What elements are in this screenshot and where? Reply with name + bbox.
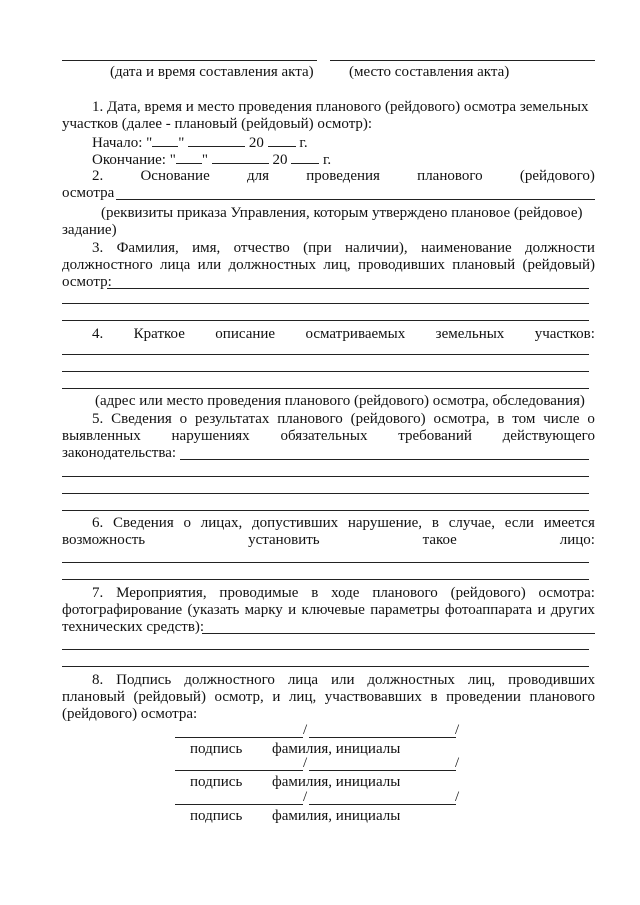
word: планового <box>417 168 483 184</box>
word: Фамилия, <box>116 240 179 256</box>
start-month-blank <box>188 133 245 147</box>
word: должностных <box>228 257 316 273</box>
s5-line1 <box>92 411 595 428</box>
date-time-caption: (дата и время составления акта) <box>110 64 314 80</box>
slash: / <box>303 722 308 738</box>
word: проведении <box>446 689 521 705</box>
word: имеется <box>543 515 595 531</box>
word: должностного <box>184 672 275 688</box>
word: о <box>587 411 595 427</box>
word: и <box>272 689 281 705</box>
word: проведения <box>306 168 380 184</box>
word: должности <box>524 240 595 256</box>
word: нарушение, <box>347 515 423 531</box>
s7-line2 <box>62 602 595 619</box>
s8-line1 <box>92 672 595 689</box>
word: результатах <box>194 411 270 427</box>
word: должностного <box>62 257 153 273</box>
place-line <box>330 60 595 61</box>
s4-blank-line-1 <box>62 354 589 355</box>
word: требований <box>398 428 472 444</box>
word: выявленных <box>62 428 141 444</box>
end-slash: / <box>455 755 460 771</box>
word: ключевые <box>301 602 365 618</box>
word: плановый <box>62 689 125 705</box>
word: случае, <box>448 515 495 531</box>
word: Краткое <box>133 326 185 342</box>
word: (рейдового) <box>350 411 426 427</box>
word: марку <box>244 602 283 618</box>
word: 3. <box>92 240 104 256</box>
word: (указать <box>187 602 240 618</box>
s7-blank-line-2 <box>62 666 589 667</box>
word: параметры <box>370 602 440 618</box>
word: лица <box>160 257 191 273</box>
place-caption: (место составления акта) <box>349 64 510 80</box>
end-label: Окончание: " <box>92 152 176 168</box>
word: 4. <box>92 326 104 342</box>
sign-label: подпись <box>190 774 243 790</box>
word: 6. <box>92 515 104 531</box>
s6-blank-line-2 <box>62 579 589 580</box>
s3-blank-line-1 <box>62 303 589 304</box>
word: лиц, <box>467 672 496 688</box>
word: ходе <box>331 585 360 601</box>
word: Мероприятия, <box>116 585 207 601</box>
end-row: Окончание: " " 20 г. <box>92 152 332 168</box>
sign-line <box>175 737 303 738</box>
end-year-blank <box>291 150 319 164</box>
name-label: фамилия, инициалы <box>272 808 401 824</box>
word: и <box>288 602 297 618</box>
slash: / <box>303 755 308 771</box>
s3-blank-line-2 <box>62 320 589 321</box>
s1-line2: участков (далее - плановый (рейдовый) осмотр): <box>62 116 373 132</box>
word: в <box>430 689 438 705</box>
name-label: фамилия, инициалы <box>272 741 401 757</box>
s4-blank-line-2 <box>62 371 589 372</box>
s4-line1 <box>92 326 595 343</box>
s2-cont: осмотра <box>62 185 115 201</box>
word: и <box>537 602 546 618</box>
word: должностных <box>367 672 455 688</box>
start-day-blank <box>152 133 178 147</box>
word: (рейдовый) <box>133 689 206 705</box>
s6-line2 <box>62 532 595 549</box>
word: Основание <box>140 168 210 184</box>
end-month-blank <box>212 150 269 164</box>
word: такое <box>422 532 457 548</box>
word: лиц, <box>323 257 351 273</box>
sign-label: подпись <box>190 808 243 824</box>
word: если <box>504 515 534 531</box>
start-year-blank <box>268 133 296 147</box>
word: Подпись <box>116 672 172 688</box>
start-row: Начало: " " 20 г. <box>92 135 308 151</box>
word: фотоаппарата <box>444 602 533 618</box>
name-line <box>309 770 456 771</box>
word: лицах, <box>200 515 243 531</box>
sign-line <box>175 770 303 771</box>
s3-cont: осмотр: <box>62 274 112 290</box>
word: действующего <box>502 428 595 444</box>
word: 7. <box>92 585 104 601</box>
word: в <box>497 411 505 427</box>
word: осматриваемых <box>305 326 406 342</box>
s8-cont: (рейдового) осмотра: <box>62 706 198 722</box>
word: нарушениях <box>171 428 250 444</box>
s5-blank-line-3 <box>62 510 589 511</box>
start-label: Начало: " <box>92 135 153 151</box>
word: лица <box>287 672 319 688</box>
word: для <box>246 168 269 184</box>
word: возможность <box>62 532 146 548</box>
word: 8. <box>92 672 104 688</box>
s7-cont: технических средств): <box>62 619 205 635</box>
end-day-blank <box>176 150 202 164</box>
word: планового <box>277 411 343 427</box>
end-slash: / <box>455 722 460 738</box>
word: (рейдовый) <box>522 257 595 273</box>
word: в <box>311 585 319 601</box>
word: Сведения <box>113 515 174 531</box>
word: имя, <box>192 240 221 256</box>
s2-caption1: (реквизиты приказа Управления, которым утверждено плановое (рейдовое) <box>101 205 583 221</box>
s3-fill-line <box>107 288 589 289</box>
date-time-line <box>62 60 317 61</box>
word: осмотра: <box>538 585 595 601</box>
name-line <box>309 804 456 805</box>
word: описание <box>215 326 276 342</box>
s2-line1 <box>92 168 595 185</box>
word: или <box>197 257 222 273</box>
word: лицо: <box>559 532 595 548</box>
word: планового <box>372 585 438 601</box>
word: 2. <box>92 168 104 184</box>
s4-blank-line-3 <box>62 388 589 389</box>
word: наличии), <box>344 240 408 256</box>
word: установить <box>248 532 320 548</box>
s3-line1 <box>92 240 595 257</box>
s7-blank-line-1 <box>62 649 589 650</box>
end-slash: / <box>455 789 460 805</box>
s5-blank-line-1 <box>62 476 589 477</box>
word: наименование <box>420 240 512 256</box>
word: осмотр, <box>214 689 264 705</box>
s8-line2 <box>62 689 595 706</box>
word: осмотра, <box>433 411 490 427</box>
word: допустивших <box>252 515 339 531</box>
s7-fill-line <box>202 633 595 634</box>
word: планового <box>529 689 595 705</box>
word: плановый <box>452 257 516 273</box>
word: числе <box>543 411 580 427</box>
sign-line <box>175 804 303 805</box>
word: лиц, <box>288 689 317 705</box>
s2-fill-line <box>116 199 595 200</box>
word: или <box>330 672 355 688</box>
s5-fill-line <box>180 459 589 460</box>
word: отчество <box>233 240 290 256</box>
word: о <box>179 411 188 427</box>
word: в <box>431 515 439 531</box>
word: (рейдового) <box>450 585 526 601</box>
word: обязательных <box>280 428 368 444</box>
s6-line1 <box>92 515 595 532</box>
sign-label: подпись <box>190 741 243 757</box>
name-line <box>309 737 456 738</box>
word: участков: <box>534 326 595 342</box>
word: 5. <box>92 411 104 427</box>
word: том <box>512 411 536 427</box>
s4-caption: (адрес или место проведения планового (рейдового) осмотра, обследования) <box>95 393 585 409</box>
word: проводивших <box>357 257 445 273</box>
word: земельных <box>435 326 505 342</box>
s5-blank-line-2 <box>62 493 589 494</box>
name-label: фамилия, инициалы <box>272 774 401 790</box>
s3-line2 <box>62 257 595 274</box>
slash: / <box>303 789 308 805</box>
word: других <box>550 602 595 618</box>
word: (рейдового) <box>519 168 595 184</box>
word: проводивших <box>508 672 595 688</box>
s7-line1 <box>92 585 595 602</box>
word: фотографирование <box>62 602 183 618</box>
word: участвовавших <box>324 689 422 705</box>
s1-line1: 1. Дата, время и место проведения планового (рейдового) осмотра земельных <box>92 99 589 115</box>
s6-blank-line-1 <box>62 562 589 563</box>
s5-line2 <box>62 428 595 445</box>
s2-caption2: задание) <box>62 222 117 238</box>
word: проводимые <box>219 585 299 601</box>
word: Сведения <box>111 411 172 427</box>
s5-cont: законодательства: <box>62 445 177 461</box>
word: о <box>183 515 192 531</box>
word: (при <box>303 240 332 256</box>
